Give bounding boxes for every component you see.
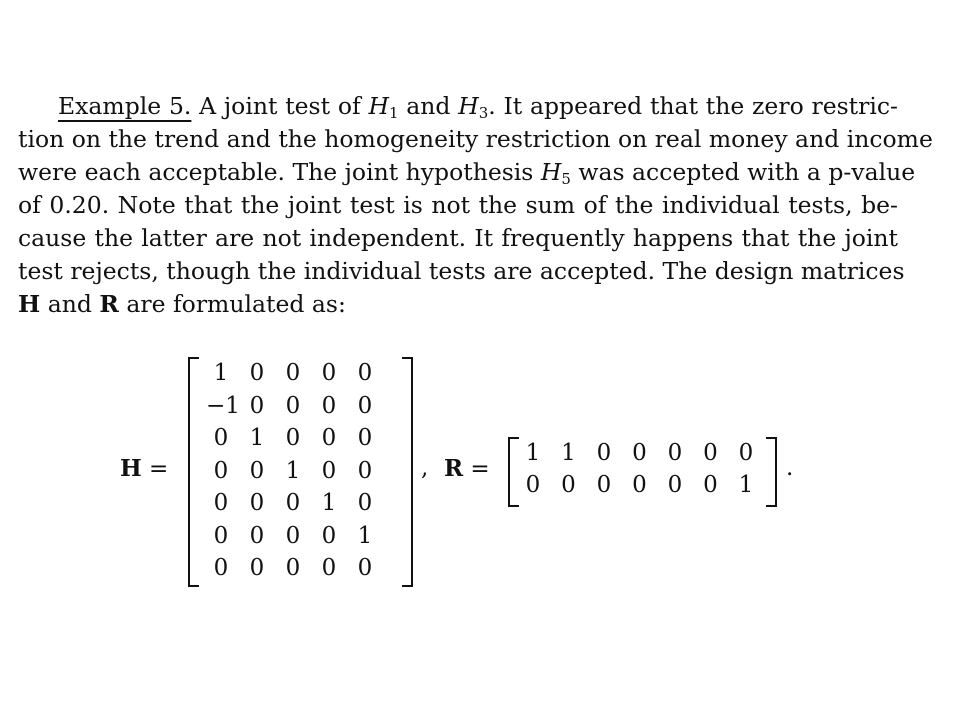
matrix-cell: 0 — [321, 522, 337, 549]
subscript: 5 — [561, 170, 571, 188]
matrix-cell: 0 — [321, 425, 337, 451]
paragraph-line — [18, 255, 905, 288]
matrix-cell: 0 — [357, 360, 373, 386]
matrix-cell: 0 — [667, 440, 683, 466]
matrix-cell: 1 — [357, 522, 373, 549]
paragraph-line — [18, 189, 898, 222]
hypothesis-symbol: H — [458, 92, 479, 120]
matrix-cell: 0 — [357, 457, 373, 484]
text-run: was accepted with a p-value — [570, 158, 916, 186]
matrix-cell: 1 — [249, 425, 265, 451]
design-matrices-equation — [0, 355, 960, 595]
matrix-cell: 0 — [249, 360, 265, 386]
matrix-cell: 0 — [249, 490, 265, 516]
text-run: and — [398, 92, 459, 120]
matrix-cell: 0 — [561, 472, 576, 498]
matrix-cell: 0 — [285, 392, 301, 419]
matrix-cell: 0 — [249, 555, 265, 581]
matrix-cell: 0 — [738, 440, 754, 466]
example-paragraph — [18, 90, 933, 321]
matrix-cell: 1 — [525, 440, 541, 466]
subscript: 1 — [388, 104, 399, 122]
paragraph-line — [18, 156, 916, 189]
matrix-separator-comma: , — [421, 455, 429, 481]
matrix-cell: 0 — [703, 472, 718, 498]
paragraph-line — [18, 288, 898, 321]
matrix-cell: 0 — [596, 440, 612, 466]
text-run: were each acceptable. The joint hypothesis — [18, 158, 541, 186]
text-run: test rejects, though the individual tests are accepted. The design matrices — [18, 257, 905, 285]
matrix-cell: 0 — [213, 425, 229, 451]
r-matrix-right-bracket — [766, 437, 777, 507]
matrix-cell: 0 — [632, 472, 647, 498]
paragraph-line — [18, 90, 898, 123]
matrix-cell: 0 — [285, 425, 301, 451]
matrix-cell: 0 — [285, 555, 301, 581]
text-run: A joint test of — [191, 92, 369, 120]
matrix-cell: 0 — [321, 555, 337, 581]
matrix-cell: 0 — [357, 425, 373, 451]
matrix-cell: 0 — [667, 472, 683, 498]
matrix-cell: 0 — [213, 457, 229, 484]
matrix-cell: 0 — [285, 522, 301, 549]
matrix-cell: 0 — [357, 490, 373, 516]
h-matrix-label: H = — [120, 455, 169, 482]
matrix-cell: 1 — [561, 440, 576, 466]
matrix-cell: 0 — [357, 392, 373, 419]
matrix-cell: 0 — [321, 457, 337, 484]
matrix-cell: 0 — [321, 360, 337, 386]
text-run: of 0.20. Note that the joint test is not the sum of the individual tests, be- — [18, 191, 898, 219]
matrix-cell: 0 — [285, 490, 301, 516]
paragraph-line — [18, 222, 898, 255]
hypothesis-symbol: H — [368, 92, 389, 120]
matrix-cell: 0 — [213, 555, 229, 581]
matrix-cell: 1 — [738, 472, 754, 498]
matrix-cell: 0 — [249, 457, 265, 484]
matrix-cell: 0 — [213, 522, 229, 549]
matrix-cell: −1 — [206, 392, 240, 419]
matrix-cell: 1 — [321, 490, 337, 516]
matrix-cell: 0 — [213, 490, 229, 516]
bold-symbol: H — [18, 290, 41, 318]
text-run: . It appeared that the zero restric- — [488, 92, 898, 120]
text-run: cause the latter are not independent. It frequently happens that the joint — [18, 224, 898, 252]
text-run: and — [40, 290, 100, 318]
matrix-cell: 0 — [525, 472, 541, 498]
h-matrix-left-bracket — [188, 357, 199, 587]
matrix-cell: 0 — [357, 555, 373, 581]
h-matrix-right-bracket — [402, 357, 413, 587]
example-lead-in: Example 5. — [58, 92, 192, 120]
matrix-cell: 1 — [285, 457, 301, 484]
matrix-cell: 0 — [632, 440, 647, 466]
matrix-cell: 0 — [703, 440, 718, 466]
text-run: are formulated as: — [118, 290, 346, 318]
subscript: 3 — [478, 104, 489, 122]
matrix-cell: 0 — [321, 392, 337, 419]
matrix-cell: 0 — [249, 522, 265, 549]
r-matrix-label: R = — [444, 455, 490, 482]
hypothesis-symbol: H — [540, 158, 562, 186]
matrix-cell: 0 — [596, 472, 612, 498]
matrix-cell: 1 — [213, 360, 229, 386]
bold-symbol: R — [99, 290, 119, 318]
matrix-cell: 0 — [249, 392, 265, 419]
text-run: tion on the trend and the homogeneity restriction on real money and income — [18, 125, 933, 153]
paragraph-line — [18, 123, 933, 156]
equation-period: . — [786, 455, 794, 481]
matrix-cell: 0 — [285, 360, 301, 386]
